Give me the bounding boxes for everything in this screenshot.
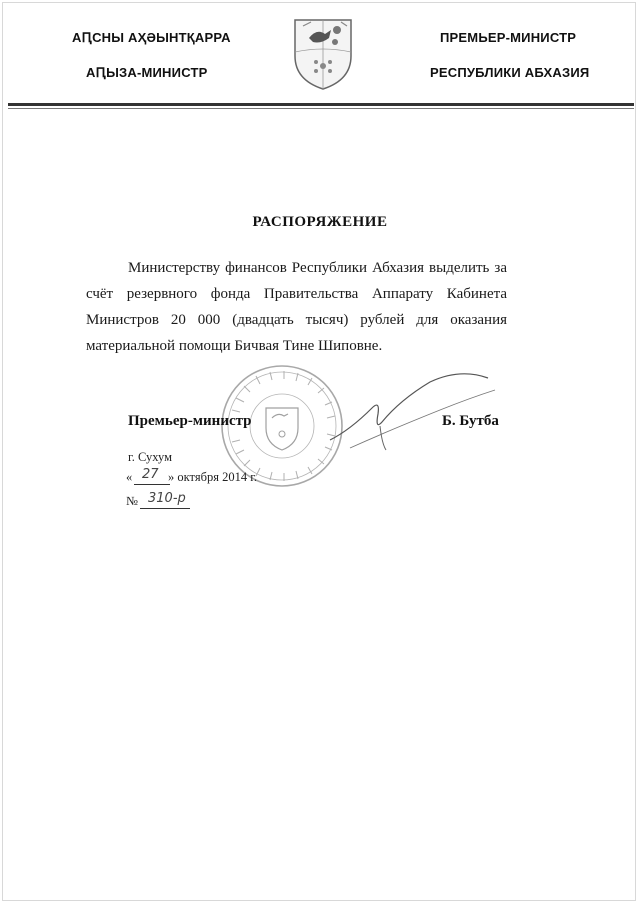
header-left-line2: АԤЫЗА-МИНИСТР	[86, 65, 208, 80]
header-right-line2: РЕСПУБЛИКИ АБХАЗИЯ	[430, 65, 590, 80]
order-number: 310-р	[148, 491, 186, 506]
header-rule-thin	[8, 108, 634, 109]
order-number-underline	[140, 508, 190, 509]
coat-of-arms-emblem-icon	[291, 16, 355, 92]
city-label: г. Сухум	[128, 450, 173, 464]
number-label: №	[126, 494, 138, 508]
date-day: 27	[142, 467, 159, 482]
signatory-position: Премьер-министр	[128, 413, 252, 429]
header-rule-thick	[8, 103, 634, 106]
date-day-underline	[134, 484, 170, 485]
date-month-year: » октября 2014 г.	[168, 470, 258, 484]
document-body: Министерству финансов Республики Абхазия выделить за счёт резервного фонда Правительства Аппарату Кабинета Министров 20 000 (двадцать тысяч) рублей для оказания материальной помощи Бичвая Тине Шиповне.	[86, 260, 507, 354]
signatory-name: Б. Бутба	[442, 413, 499, 429]
date-open-quote: «	[126, 470, 133, 484]
header-right-line1: ПРЕМЬЕР-МИНИСТР	[440, 30, 577, 45]
header-left-line1: АԤСНЫ АҲӘЫНТҚАРРА	[72, 30, 231, 45]
document-title: РАСПОРЯЖЕНИЕ	[252, 214, 388, 230]
